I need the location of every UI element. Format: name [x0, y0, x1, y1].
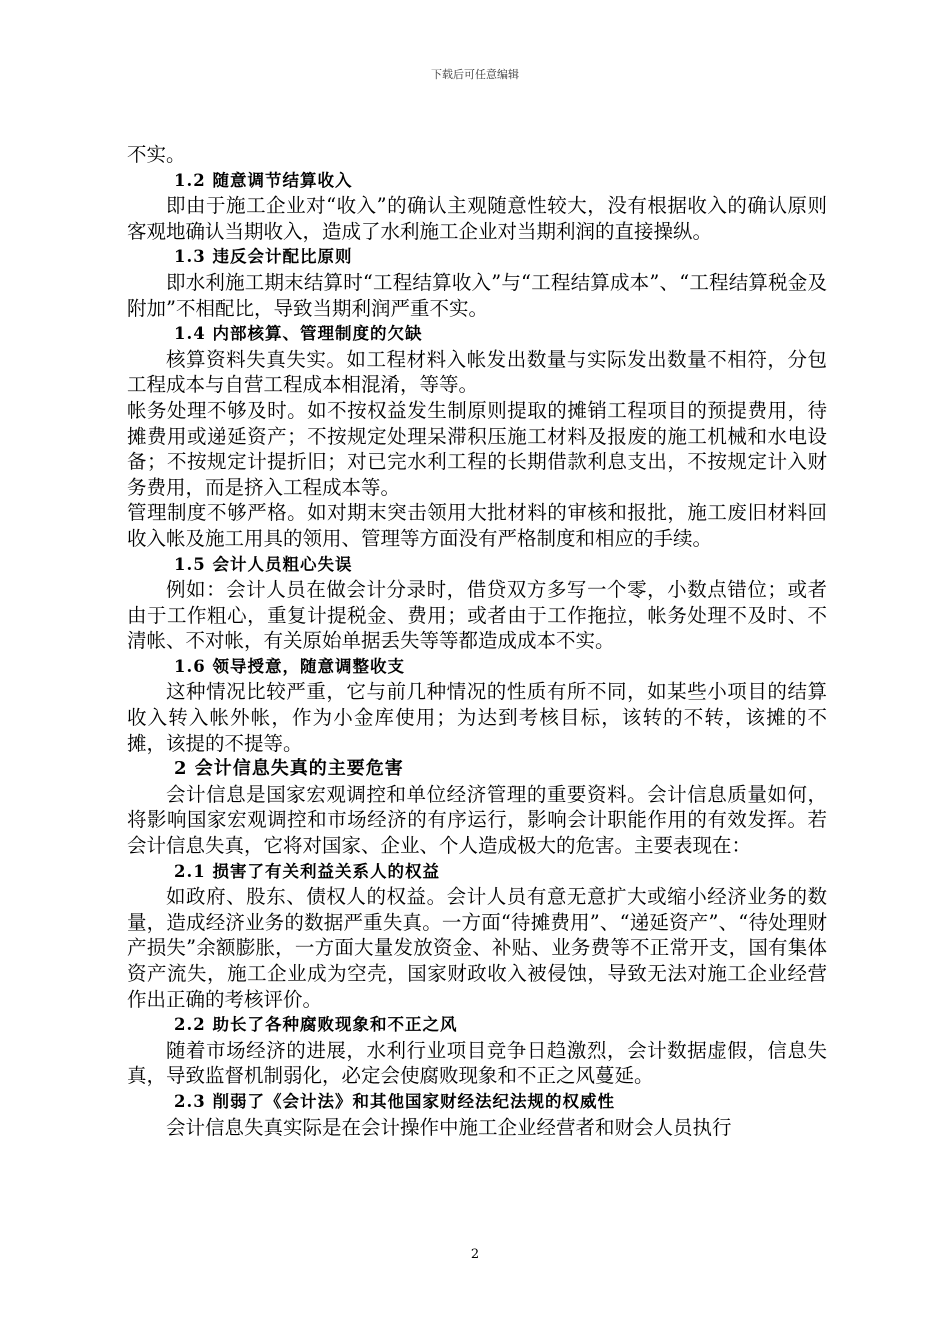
subsection-heading: 1.6 领导授意，随意调整收支: [174, 656, 405, 676]
paragraph: 例如：会计人员在做会计分录时，借贷双方多写一个零，小数点错位；或者由于工作粗心，重复计提税金、费用；或者由于工作拖拉，帐务处理不及时、不清帐、不对帐，有关原始单据丢失等等都造成成本不实。: [127, 578, 827, 653]
subsection-heading: 2.1 损害了有关利益关系人的权益: [174, 861, 440, 881]
subsection-heading: 1.4 内部核算、管理制度的欠缺: [174, 324, 423, 344]
paragraph: 即水利施工期末结算时“工程结算收入”与“工程结算成本”、“工程结算税金及附加”不相配比，导致当期利润严重不实。: [127, 270, 827, 320]
paragraph: 核算资料失真失实。如工程材料入帐发出数量与实际发出数量不相符，分包工程成本与自营工程成本相混淆，等等。: [127, 347, 827, 397]
subsection-heading: 1.2 随意调节结算收入: [174, 170, 353, 190]
section-heading: 2 会计信息失真的主要危害: [174, 758, 404, 780]
subsection-heading: 2.3 削弱了《会计法》和其他国家财经法纪法规的权威性: [174, 1091, 615, 1111]
paragraph: 不实。: [127, 143, 186, 166]
paragraph: 这种情况比较严重，它与前几种情况的性质有所不同，如某些小项目的结算收入转入帐外帐，作为小金库使用；为达到考核目标，该转的不转，该摊的不摊，该提的不提等。: [127, 680, 827, 755]
page-number: 2: [470, 1247, 480, 1262]
paragraph: 即由于施工企业对“收入”的确认主观随意性较大，没有根据收入的确认原则客观地确认当期收入，造成了水利施工企业对当期利润的直接操纵。: [127, 194, 827, 243]
paragraph: 会计信息是国家宏观调控和单位经济管理的重要资料。会计信息质量如何，将影响国家宏观调控和市场经济的有序运行，影响会计职能作用的有效发挥。若会计信息失真，它将对国家、企业、个人造成极大的危害。主要表现在：: [127, 782, 827, 858]
paragraph: 管理制度不够严格。如对期末突击领用大批材料的审核和报批，施工废旧材料回收入帐及施工用具的领用、管理等方面没有严格制度和相应的手续。: [127, 501, 827, 550]
paragraph: 帐务处理不够及时。如不按权益发生制原则提取的摊销工程项目的预提费用，待摊费用或递延资产；不按规定处理呆滞积压施工材料及报废的施工机械和水电设备；不按规定计提折旧；对已完水利工程的长期借款利息支出，不按规定计入财务费用，而是挤入工程成本等。: [127, 398, 827, 499]
subsection-heading: 2.2 助长了各种腐败现象和不正之风: [174, 1015, 458, 1035]
paragraph: 如政府、股东、债权人的权益。会计人员有意无意扩大或缩小经济业务的数量，造成经济业务的数据严重失真。一方面“待摊费用”、“递延资产”、“待处理财产损失”余额膨胀，一方面大量发放资金、补贴、业务费等不正常开支，国有集体资产流失，施工企业成为空壳，国家财政收入被侵蚀，导致无法对施工企业经营作出正确的考核评价。: [127, 885, 827, 1011]
page-header: 下载后可任意编辑: [431, 68, 519, 81]
subsection-heading: 1.3 违反会计配比原则: [174, 247, 353, 267]
paragraph: 随着市场经济的进展，水利行业项目竞争日趋激烈，会计数据虚假，信息失真，导致监督机制弱化，必定会使腐败现象和不正之风蔓延。: [127, 1038, 827, 1088]
paragraph: 会计信息失真实际是在会计操作中施工企业经营者和财会人员执行: [166, 1115, 732, 1139]
subsection-heading: 1.5 会计人员粗心失误: [174, 554, 353, 574]
document-body: [127, 142, 827, 1140]
